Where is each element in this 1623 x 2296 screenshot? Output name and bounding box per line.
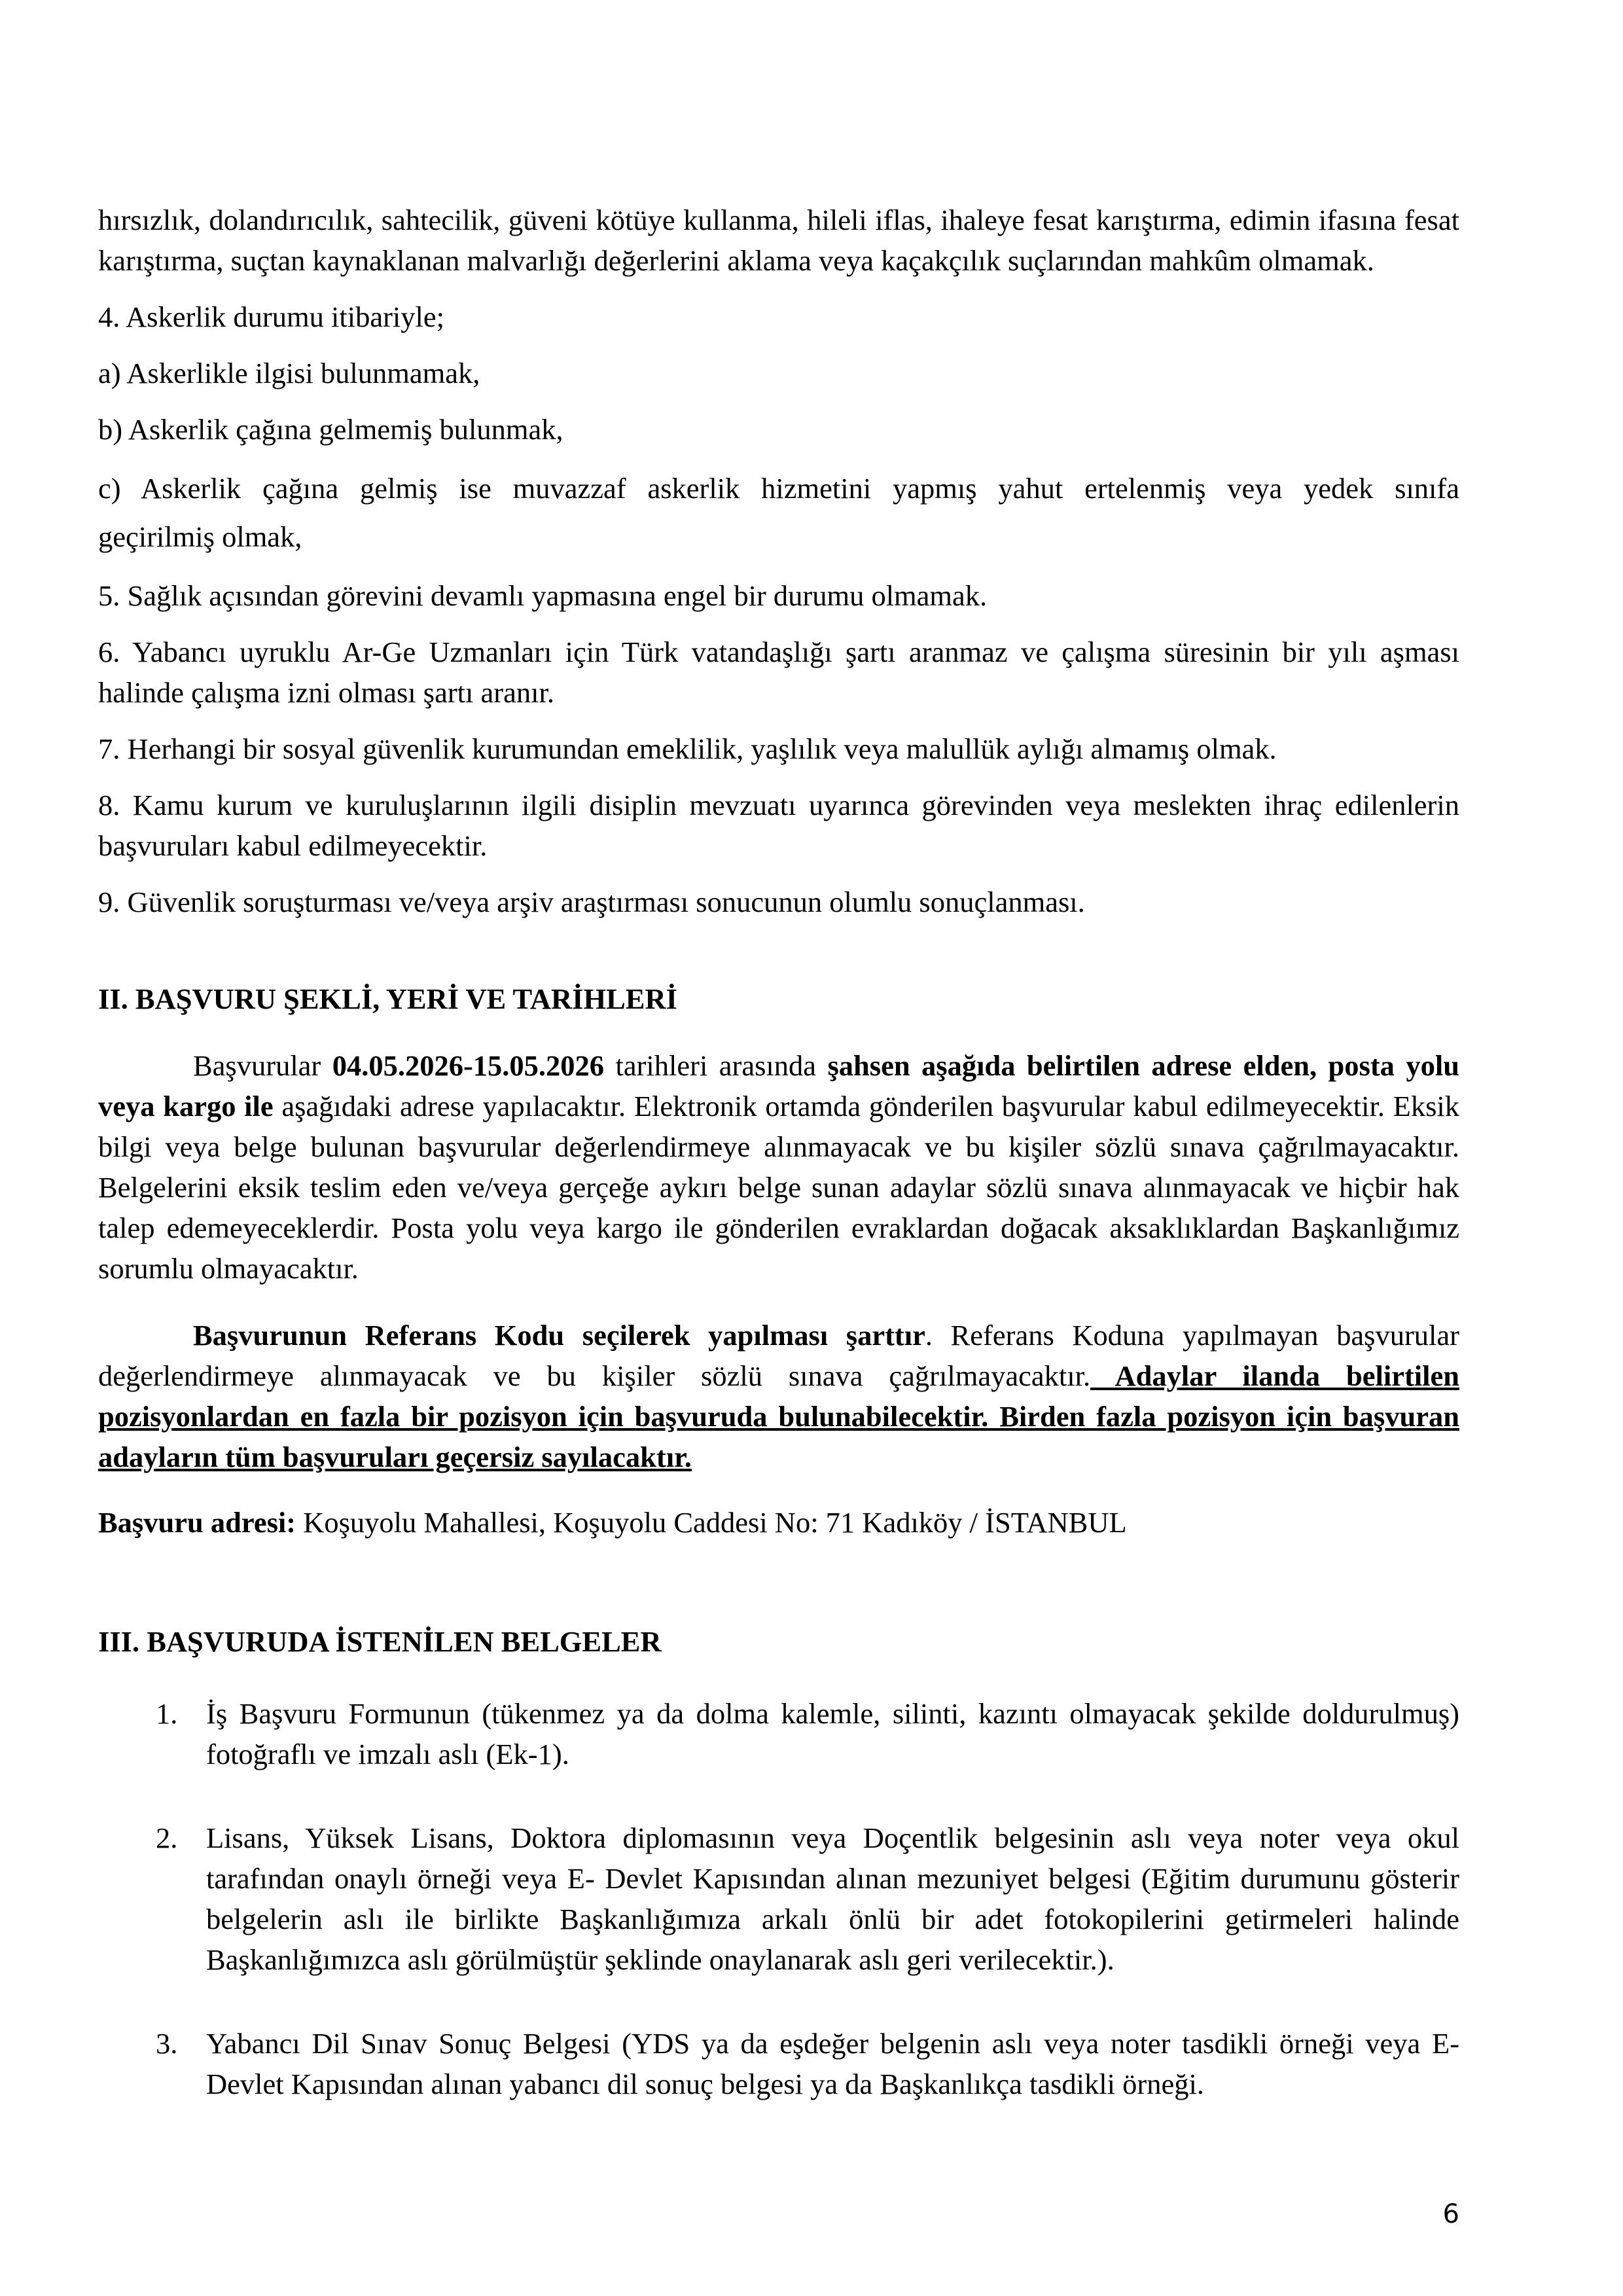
document-page <box>98 200 1459 2104</box>
criteria-item-7: 7. Herhangi bir sosyal güvenlik kurumundan emeklilik, yaşlılık veya malullük aylığı almamış olmak. <box>98 732 1277 765</box>
list-item <box>98 1818 1459 1980</box>
criteria-list <box>98 296 1459 922</box>
criteria-item-5: 5. Sağlık açısından görevini devamlı yapmasına engel bir durumu olmamak. <box>98 579 988 612</box>
list-item-text: Lisans, Yüksek Lisans, Doktora diplomasının veya Doçentlik belgesinin aslı veya noter veya okul tarafından onaylı örneği veya E- Devlet Kapısından alınan mezuniyet belgesi (Eğitim durumunu gösterir belgelerin aslı ile birlikte Başkanlığımıza arkalı önlü bir adet fotokopilerini getirmeleri halinde Başkanlığımızca aslı görülmüştür şeklinde onaylanarak aslı geri verilecektir.). <box>206 1821 1459 1976</box>
criteria-item-8: 8. Kamu kurum ve kuruluşlarının ilgili disiplin mevzuatı uyarınca görevinden veya meslekten ihraç edilenlerin başvuruları kabul edilmeyecektir. <box>98 789 1459 862</box>
section-2-paragraph-2 <box>98 1315 1459 1477</box>
list-item-number: 3. <box>156 2027 178 2060</box>
application-address <box>98 1502 1459 1543</box>
criteria-item-4c-line2: geçirilmiş olmak, <box>98 520 302 553</box>
criteria-item-4: 4. Askerlik durumu itibariyle; <box>98 300 444 333</box>
application-dates: 04.05.2026-15.05.2026 <box>332 1049 605 1082</box>
criteria-item-4c-line1: c) Askerlik çağına gelmiş ise muvazzaf askerlik hizmetini yapmış yahut ertelenmiş veya yedek sınıfa <box>98 472 1459 505</box>
intro-paragraph: hırsızlık, dolandırıcılık, sahtecilik, güveni kötüye kullanma, hileli iflas, ihaleye fesat karıştırma, edimin ifasına fesat karıştırma, suçtan kaynaklanan malvarlığı değerlerini aklama veya kaçakçılık suçlarından mahkûm olmamak. <box>98 204 1459 277</box>
criteria-item-9: 9. Güvenlik soruşturması ve/veya arşiv araştırması sonucunun olumlu sonuçlanması. <box>98 886 1085 918</box>
p2-text-a: . Referans Koduna yapılmayan başvurular değerlendirmeye alınmayacak ve bu kişiler sözlü sınava çağrılmayacaktır. <box>98 1319 1459 1392</box>
criteria-item-4b: b) Askerlik çağına gelmemiş bulunmak, <box>98 413 563 446</box>
list-item-number: 2. <box>156 1821 178 1854</box>
single-position-rule: Adaylar ilanda belirtilen pozisyonlardan en fazla bir pozisyon için başvuruda bulunabilecektir. Birden fazla pozisyon için başvuran adayların tüm başvuruları geçersiz sayılacaktır. <box>98 1359 1459 1473</box>
section-3-heading: III. BAŞVURUDA İSTENİLEN BELGELER <box>98 1625 662 1658</box>
list-item-text: Yabancı Dil Sınav Sonuç Belgesi (YDS ya da eşdeğer belgenin aslı veya noter tasdikli örneği veya E- Devlet Kapısından alınan yabancı dil sonuç belgesi ya da Başkanlıkça tasdikli örneği. <box>206 2027 1459 2100</box>
page-number: 6 <box>1442 2199 1459 2229</box>
address-label: Başvuru adresi: <box>98 1506 296 1539</box>
list-item-text: İş Başvuru Formunun (tükenmez ya da dolma kalemle, silinti, kazıntı olmayacak şekilde doldurulmuş) fotoğraflı ve imzalı aslı (Ek-1). <box>206 1697 1459 1770</box>
criteria-item-4a: a) Askerlikle ilgisi bulunmamak, <box>98 357 480 389</box>
list-item-number: 1. <box>156 1697 178 1730</box>
required-documents-list <box>98 1693 1459 2104</box>
list-item <box>98 2023 1459 2104</box>
section-2-heading: II. BAŞVURU ŞEKLİ, YERİ VE TARİHLERİ <box>98 982 677 1015</box>
address-value: Koşuyolu Mahallesi, Koşuyolu Caddesi No: 71 Kadıköy / İSTANBUL <box>296 1506 1127 1539</box>
p1-text-b: tarihleri arasında <box>604 1049 828 1082</box>
list-item <box>98 1693 1459 1774</box>
criteria-item-6: 6. Yabancı uyruklu Ar-Ge Uzmanları için Türk vatandaşlığı şartı aranmaz ve çalışma süresinin bir yılı aşması halinde çalışma izni olması şartı aranır. <box>98 636 1459 709</box>
p1-text-c: aşağıdaki adrese yapılacaktır. Elektronik ortamda gönderilen başvurular kabul edilmeyecektir. Eksik bilgi veya belge bulunan başvurular değerlendirmeye alınmayacak ve bu kişiler sözlü sınava çağrılmayacaktır. Belgelerini eksik teslim eden ve/veya gerçeğe aykırı belge sunan adaylar sözlü sınava alınmayacak ve hiçbir hak talep edemeyeceklerdir. Posta yolu veya kargo ile gönderilen evraklardan doğacak aksaklıklardan Başkanlığımız sorumlu olmayacaktır. <box>98 1090 1460 1285</box>
application-method: şahsen aşağıda belirtilen adrese elden, posta yolu veya kargo ile <box>98 1049 1459 1122</box>
p1-text-a: Başvurular <box>193 1049 332 1082</box>
reference-code-rule: Başvurunun Referans Kodu seçilerek yapılması şarttır <box>193 1319 925 1352</box>
section-2-paragraph-1 <box>98 1045 1459 1289</box>
